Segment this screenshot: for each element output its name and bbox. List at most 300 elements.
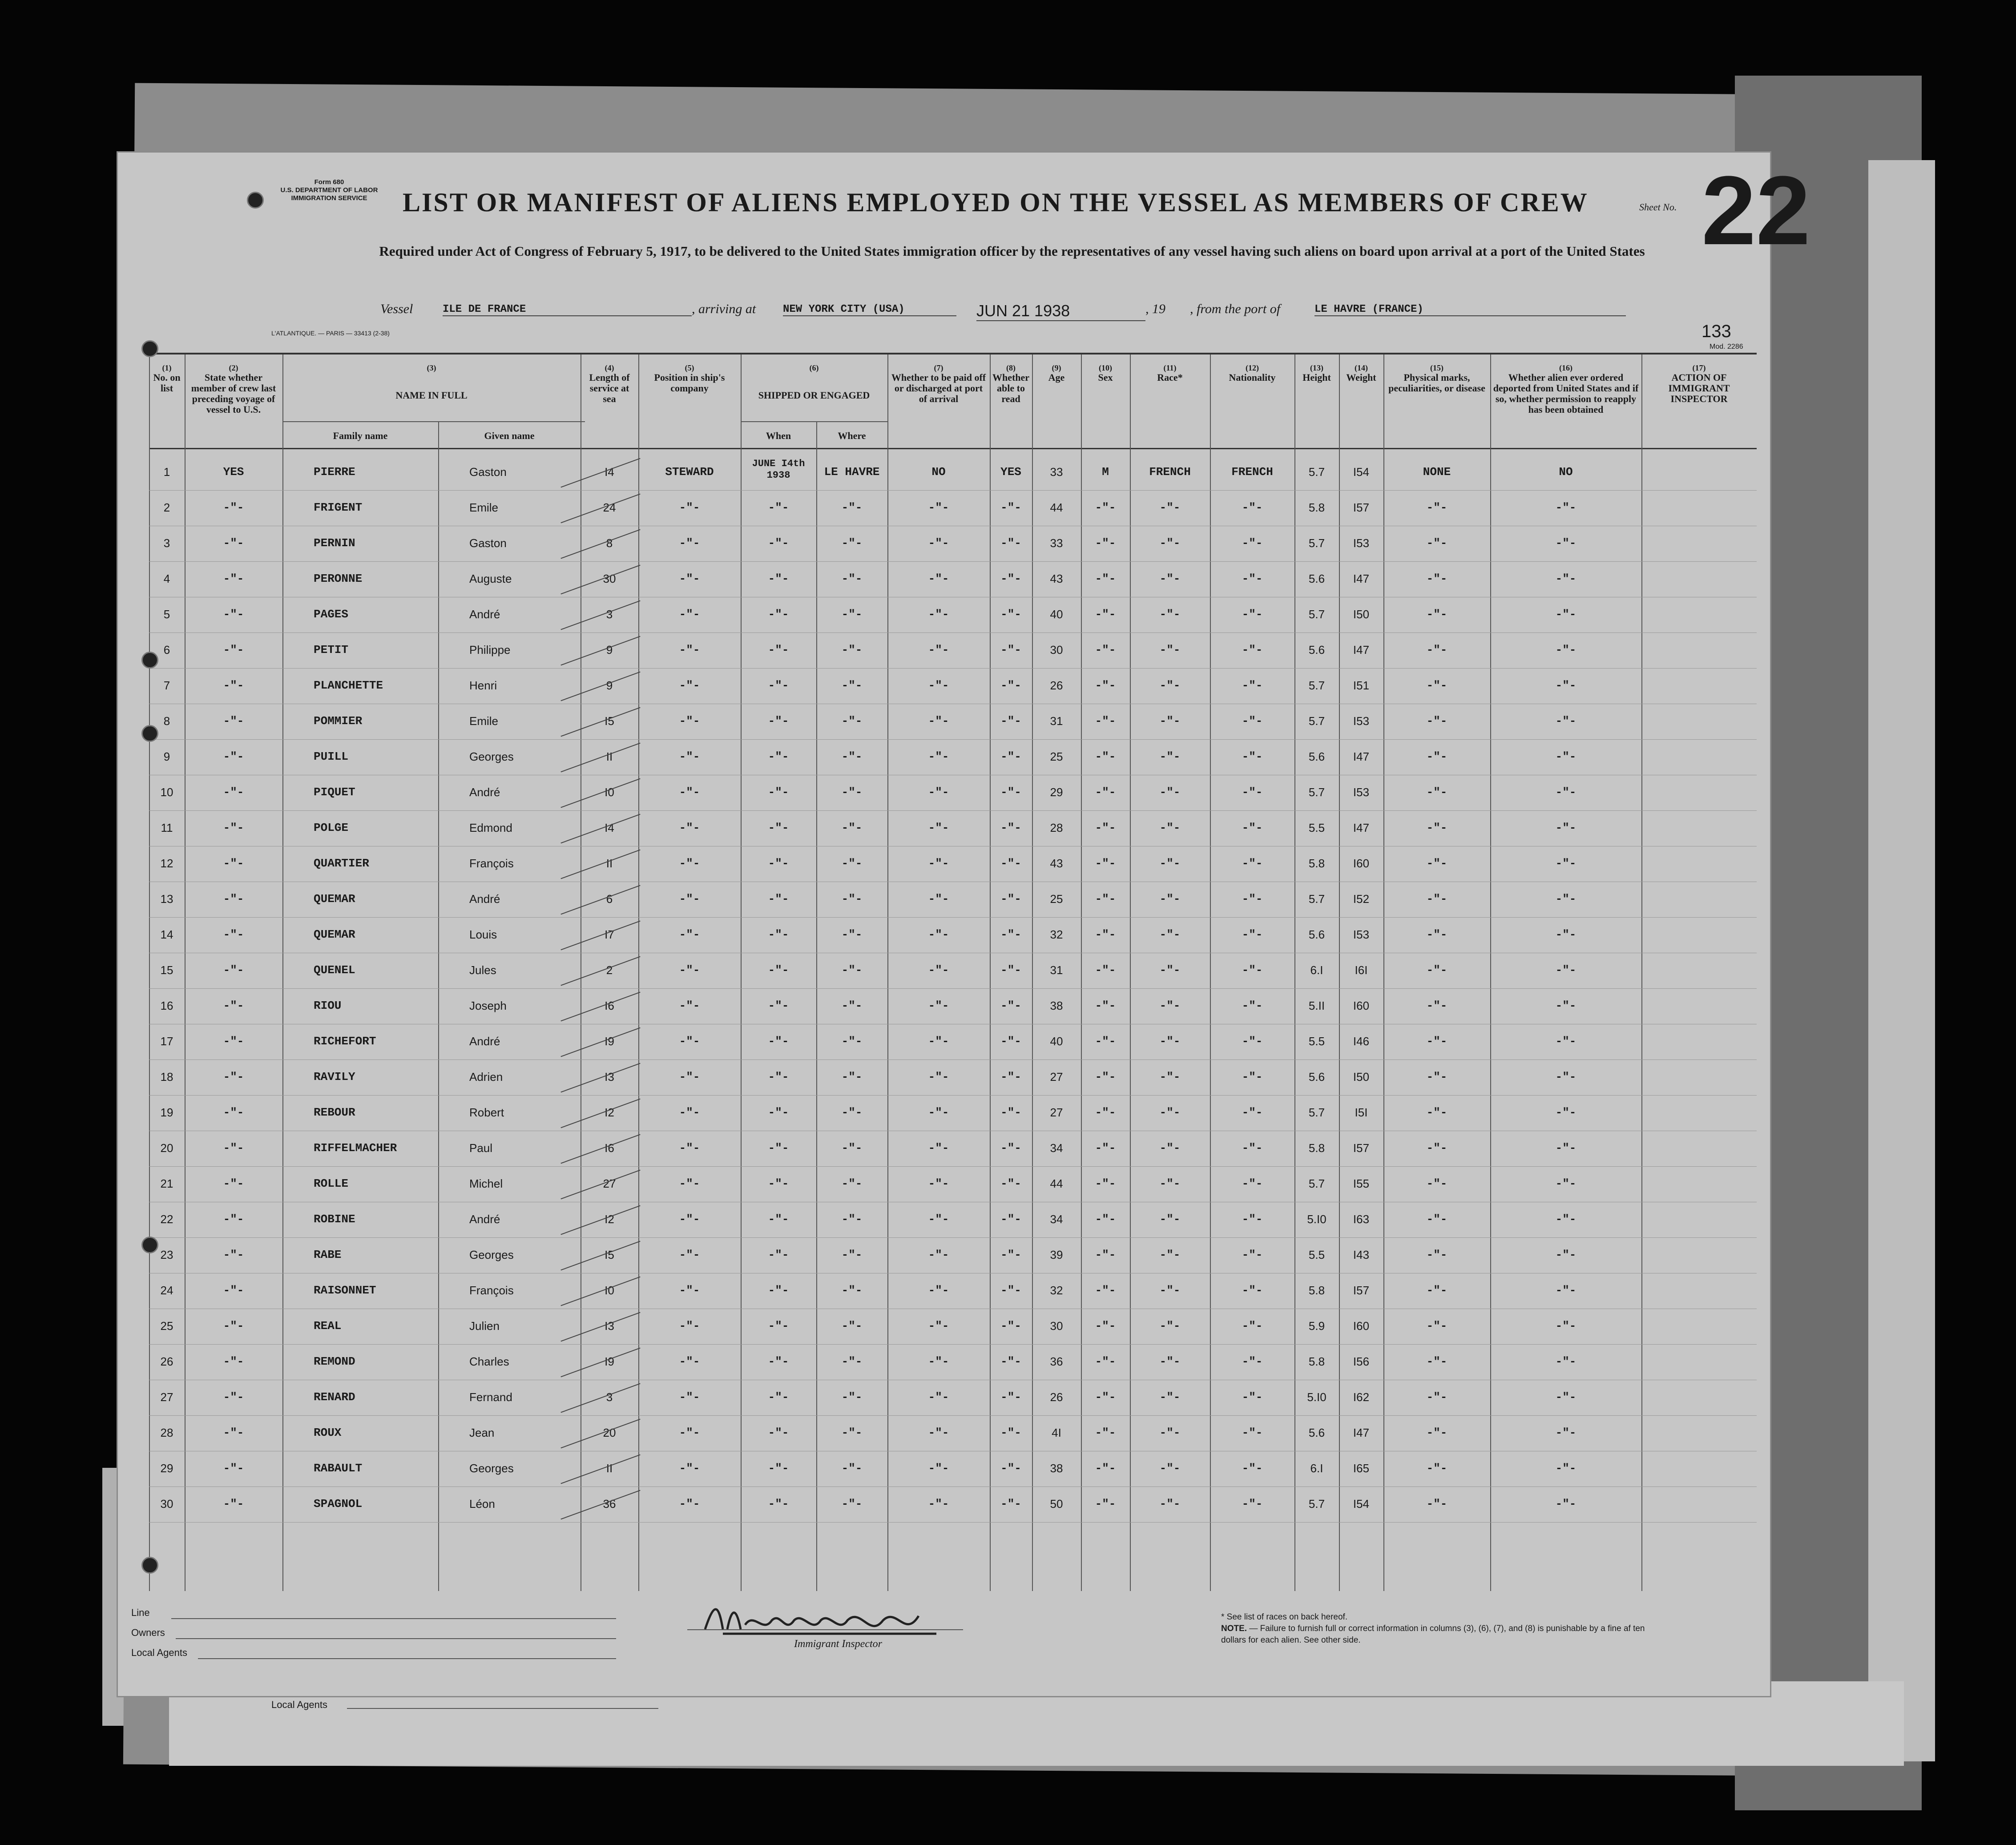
shipped-when-cell: -"-	[768, 1319, 789, 1333]
nationality-cell: -"-	[1242, 786, 1263, 799]
paid-off-cell: -"-	[928, 1106, 949, 1119]
line-number: 26	[160, 1355, 173, 1368]
column-number: (4)	[605, 363, 614, 372]
column-header-c11: Race*	[1157, 372, 1183, 383]
sex-cell: -"-	[1095, 1035, 1116, 1048]
paid-off-cell: -"-	[928, 643, 949, 657]
table-row	[149, 1380, 1757, 1416]
able-to-read-cell: -"-	[1000, 501, 1021, 514]
height-cell: 6.I	[1310, 1462, 1323, 1475]
shipped-where-cell: -"-	[841, 501, 863, 514]
able-to-read-cell: -"-	[1000, 928, 1021, 941]
deported-cell: -"-	[1555, 608, 1577, 621]
age-cell: 32	[1050, 928, 1063, 941]
owners-field	[176, 1638, 616, 1639]
height-cell: 5.5	[1308, 1035, 1325, 1048]
service-length-cell: 30	[603, 572, 616, 585]
deported-cell: -"-	[1555, 1390, 1577, 1404]
height-cell: 5.5	[1308, 1248, 1325, 1261]
family-name-cell: SPAGNOL	[314, 1497, 363, 1511]
table-row	[149, 1202, 1757, 1238]
column-number: (15)	[1430, 363, 1443, 372]
shipped-where-cell: -"-	[841, 1106, 863, 1119]
race-cell: -"-	[1159, 1426, 1181, 1439]
line-number: 27	[160, 1390, 173, 1404]
deported-cell: -"-	[1555, 1497, 1577, 1511]
table-row	[149, 597, 1757, 633]
column-number: (13)	[1310, 363, 1323, 372]
nationality-cell: -"-	[1242, 750, 1263, 763]
prev-voyage-cell: -"-	[223, 1319, 244, 1333]
race-cell: -"-	[1159, 1284, 1181, 1297]
family-name-cell: ROUX	[314, 1426, 342, 1439]
height-cell: 5.5	[1308, 821, 1325, 834]
given-name-cell: André	[469, 608, 500, 621]
race-cell: -"-	[1159, 1355, 1181, 1368]
physical-marks-cell: -"-	[1426, 1070, 1447, 1084]
given-name-cell: Emile	[469, 501, 499, 514]
race-cell: -"-	[1159, 1141, 1181, 1155]
prev-voyage-cell: YES	[223, 465, 244, 479]
shipped-when-cell: -"-	[768, 892, 789, 906]
prev-voyage-cell: -"-	[223, 679, 244, 692]
able-to-read-cell: -"-	[1000, 1284, 1021, 1297]
physical-marks-cell: -"-	[1426, 536, 1447, 550]
physical-marks-cell: -"-	[1426, 821, 1447, 834]
nationality-cell: -"-	[1242, 892, 1263, 906]
shipped-when-cell: -"-	[768, 714, 789, 728]
table-row	[149, 1237, 1757, 1273]
race-note: * See list of races on back hereof.	[1221, 1612, 1348, 1622]
sex-cell: -"-	[1095, 892, 1116, 906]
prev-voyage-cell: -"-	[223, 1462, 244, 1475]
shipped-where-cell: -"-	[841, 1070, 863, 1084]
given-name-cell: Georges	[469, 750, 514, 763]
given-name-cell: Adrien	[469, 1070, 503, 1084]
position-cell: -"-	[679, 1319, 700, 1333]
nationality-cell: -"-	[1242, 1106, 1263, 1119]
age-cell: 28	[1050, 821, 1063, 834]
shipped-when-cell: JUNE I4th 1938	[752, 458, 805, 481]
service-length-cell: II	[606, 857, 613, 870]
line-number: 30	[160, 1497, 173, 1511]
deported-cell: -"-	[1555, 1426, 1577, 1439]
shipped-when-cell: -"-	[768, 536, 789, 550]
service-length-cell: I0	[605, 1284, 614, 1297]
height-cell: 5.6	[1308, 928, 1325, 941]
race-cell: FRENCH	[1149, 465, 1191, 479]
line-number: 29	[160, 1462, 173, 1475]
family-name-cell: RIOU	[314, 999, 342, 1012]
able-to-read-cell: -"-	[1000, 643, 1021, 657]
family-name-cell: POMMIER	[314, 714, 363, 728]
race-cell: -"-	[1159, 1035, 1181, 1048]
given-name-cell: Charles	[469, 1355, 509, 1368]
race-cell: -"-	[1159, 999, 1181, 1012]
physical-marks-cell: -"-	[1426, 857, 1447, 870]
age-cell: 31	[1050, 963, 1063, 977]
shipped-where-cell: -"-	[841, 679, 863, 692]
family-name-cell: PERONNE	[314, 572, 363, 585]
prev-voyage-cell: -"-	[223, 1070, 244, 1084]
deported-cell: -"-	[1555, 750, 1577, 763]
paid-off-cell: -"-	[928, 786, 949, 799]
department: U.S. DEPARTMENT OF LABOR	[280, 186, 378, 194]
column-number: (11)	[1163, 363, 1177, 372]
table-row	[149, 846, 1757, 882]
punch-hole	[141, 725, 158, 742]
service-length-cell: 3	[606, 1390, 613, 1404]
sex-cell: -"-	[1095, 643, 1116, 657]
nationality-cell: -"-	[1242, 1141, 1263, 1155]
background-sheet	[1868, 160, 1935, 1761]
shipped-when-cell: -"-	[768, 1390, 789, 1404]
shipped-when-cell: -"-	[768, 1106, 789, 1119]
family-name-cell: RICHEFORT	[314, 1035, 376, 1048]
shipped-when-cell: -"-	[768, 999, 789, 1012]
able-to-read-cell: -"-	[1000, 1426, 1021, 1439]
height-cell: 5.7	[1308, 892, 1325, 906]
table-row	[149, 1024, 1757, 1060]
deported-cell: -"-	[1555, 679, 1577, 692]
printer-mark: L'ATLANTIQUE. — PARIS — 33413 (2-38)	[271, 330, 390, 337]
physical-marks-cell: -"-	[1426, 643, 1447, 657]
age-cell: 38	[1050, 999, 1063, 1012]
prev-voyage-cell: -"-	[223, 1248, 244, 1261]
column-header-c7: Whether to be paid off or discharged at port of arrival	[891, 372, 986, 404]
paid-off-cell: -"-	[928, 1319, 949, 1333]
column-number: (1)	[162, 363, 172, 372]
column-header-c9: Age	[1048, 372, 1065, 383]
column-header-c17: ACTION OF IMMIGRANT INSPECTOR	[1668, 372, 1730, 404]
physical-marks-cell: -"-	[1426, 1284, 1447, 1297]
age-cell: 34	[1050, 1141, 1063, 1155]
race-cell: -"-	[1159, 501, 1181, 514]
nationality-cell: -"-	[1242, 999, 1263, 1012]
position-cell: -"-	[679, 1284, 700, 1297]
column-header-c14: Weight	[1346, 372, 1376, 383]
given-name-cell: François	[469, 857, 514, 870]
service-length-cell: 3	[606, 608, 613, 621]
physical-marks-cell: -"-	[1426, 1319, 1447, 1333]
deported-cell: -"-	[1555, 1248, 1577, 1261]
deported-cell: -"-	[1555, 643, 1577, 657]
owners-label: Owners	[131, 1627, 165, 1638]
weight-cell: I46	[1353, 1035, 1370, 1048]
height-cell: 5.7	[1308, 1106, 1325, 1119]
race-cell: -"-	[1159, 1213, 1181, 1226]
weight-cell: I6I	[1355, 963, 1368, 977]
family-name-cell: PAGES	[314, 608, 349, 621]
weight-cell: I47	[1353, 572, 1370, 585]
physical-marks-cell: -"-	[1426, 608, 1447, 621]
family-name-cell: REAL	[314, 1319, 342, 1333]
weight-cell: I47	[1353, 821, 1370, 834]
weight-cell: I53	[1353, 928, 1370, 941]
column-number: (5)	[685, 363, 694, 372]
shipped-where-cell: -"-	[841, 1497, 863, 1511]
prev-voyage-cell: -"-	[223, 821, 244, 834]
sex-cell: -"-	[1095, 501, 1116, 514]
race-cell: -"-	[1159, 572, 1181, 585]
local-agents-lower-line	[347, 1708, 658, 1709]
line-number: 7	[163, 679, 170, 692]
inspector-label: Immigrant Inspector	[794, 1638, 882, 1650]
nationality-cell: -"-	[1242, 1426, 1263, 1439]
line-number: 25	[160, 1319, 173, 1333]
shipped-where-cell: -"-	[841, 608, 863, 621]
punch-hole	[141, 652, 158, 669]
race-cell: -"-	[1159, 786, 1181, 799]
age-cell: 44	[1050, 501, 1063, 514]
family-name-cell: PIQUET	[314, 786, 355, 799]
table-row	[149, 632, 1757, 669]
sex-cell: -"-	[1095, 1070, 1116, 1084]
physical-marks-cell: -"-	[1426, 1462, 1447, 1475]
given-name-cell: François	[469, 1284, 514, 1297]
physical-marks-cell: -"-	[1426, 1390, 1447, 1404]
paid-off-cell: -"-	[928, 1141, 949, 1155]
age-cell: 33	[1050, 536, 1063, 550]
service-length-cell: I3	[605, 1319, 614, 1333]
sex-cell: -"-	[1095, 1284, 1116, 1297]
given-name-cell: Julien	[469, 1319, 500, 1333]
nationality-cell: -"-	[1242, 1462, 1263, 1475]
column-number: (6)	[809, 363, 819, 372]
able-to-read-cell: -"-	[1000, 1497, 1021, 1511]
physical-marks-cell: -"-	[1426, 1141, 1447, 1155]
form-note	[1221, 1611, 1666, 1646]
sex-cell: -"-	[1095, 1355, 1116, 1368]
sex-cell: -"-	[1095, 679, 1116, 692]
line-number: 18	[160, 1070, 173, 1084]
table-row	[149, 988, 1757, 1024]
race-cell: -"-	[1159, 1497, 1181, 1511]
family-name-cell: PLANCHETTE	[314, 679, 383, 692]
service-length-cell: I4	[605, 465, 614, 479]
height-cell: 5.7	[1308, 1177, 1325, 1190]
paid-off-cell: -"-	[928, 1355, 949, 1368]
column-header-c5: Position in ship's company	[654, 372, 725, 394]
shipped-where-cell: -"-	[841, 928, 863, 941]
shipped-header-divider	[741, 421, 887, 422]
sub-header-c3a: Family name	[333, 430, 388, 441]
column-number: (14)	[1355, 363, 1368, 372]
service-length-cell: I0	[605, 786, 614, 799]
form-id-block	[274, 178, 385, 202]
shipped-where-cell: -"-	[841, 1462, 863, 1475]
table-row	[149, 810, 1757, 846]
able-to-read-cell: -"-	[1000, 1319, 1021, 1333]
age-cell: 30	[1050, 1319, 1063, 1333]
able-to-read-cell: -"-	[1000, 1177, 1021, 1190]
height-cell: 5.8	[1308, 1141, 1325, 1155]
height-cell: 5.6	[1308, 643, 1325, 657]
age-cell: 27	[1050, 1070, 1063, 1084]
shipped-where-cell: -"-	[841, 1426, 863, 1439]
given-name-cell: Edmond	[469, 821, 512, 834]
shipped-where-cell: -"-	[841, 643, 863, 657]
shipped-when-cell: -"-	[768, 1213, 789, 1226]
line-number: 11	[161, 821, 173, 834]
paid-off-cell: -"-	[928, 714, 949, 728]
paid-off-cell: -"-	[928, 1426, 949, 1439]
sex-cell: -"-	[1095, 821, 1116, 834]
physical-marks-cell: -"-	[1426, 679, 1447, 692]
shipped-where-cell: -"-	[841, 786, 863, 799]
nationality-cell: -"-	[1242, 963, 1263, 977]
column-header-c2: State whether member of crew last preceding voyage of vessel to U.S.	[191, 372, 276, 415]
position-cell: -"-	[679, 786, 700, 799]
deported-cell: -"-	[1555, 1355, 1577, 1368]
local-agents-lower-label: Local Agents	[271, 1699, 327, 1710]
family-name-cell: PERNIN	[314, 536, 355, 550]
sheet-number: 22	[1702, 156, 1810, 265]
given-name-cell: Philippe	[469, 643, 511, 657]
height-cell: 5.7	[1308, 465, 1325, 479]
deported-cell: -"-	[1555, 892, 1577, 906]
service-length-cell: 36	[603, 1497, 616, 1511]
line-number: 24	[160, 1284, 173, 1297]
line-number: 10	[160, 786, 173, 799]
able-to-read-cell: -"-	[1000, 679, 1021, 692]
shipped-where-cell: -"-	[841, 1177, 863, 1190]
shipped-when-cell: -"-	[768, 1248, 789, 1261]
deported-cell: -"-	[1555, 572, 1577, 585]
position-cell: -"-	[679, 608, 700, 621]
race-cell: -"-	[1159, 1319, 1181, 1333]
line-number: 22	[160, 1213, 173, 1226]
nationality-cell: -"-	[1242, 714, 1263, 728]
vessel-line	[380, 302, 1759, 324]
local-agents-label: Local Agents	[131, 1647, 187, 1658]
local-agents-field	[198, 1658, 616, 1659]
line-number: 16	[160, 999, 173, 1012]
shipped-when-cell: -"-	[768, 928, 789, 941]
age-cell: 29	[1050, 786, 1063, 799]
paid-off-cell: -"-	[928, 1284, 949, 1297]
deported-cell: -"-	[1555, 1141, 1577, 1155]
service-length-cell: 27	[603, 1177, 616, 1190]
race-cell: -"-	[1159, 714, 1181, 728]
family-name-cell: PIERRE	[314, 465, 355, 479]
paid-off-cell: -"-	[928, 1213, 949, 1226]
paid-off-cell: -"-	[928, 1248, 949, 1261]
sex-cell: -"-	[1095, 786, 1116, 799]
deported-cell: -"-	[1555, 999, 1577, 1012]
page-title: LIST OR MANIFEST OF ALIENS EMPLOYED ON THE VESSEL AS MEMBERS OF CREW	[403, 188, 1589, 217]
line-number: 12	[160, 857, 173, 870]
table-row	[149, 953, 1757, 989]
race-cell: -"-	[1159, 857, 1181, 870]
nationality-cell: -"-	[1242, 608, 1263, 621]
family-name-cell: QUENEL	[314, 963, 355, 977]
line-number: 13	[160, 892, 173, 906]
paid-off-cell: -"-	[928, 1177, 949, 1190]
family-name-cell: PUILL	[314, 750, 349, 763]
able-to-read-cell: -"-	[1000, 857, 1021, 870]
height-cell: 5.I0	[1307, 1390, 1327, 1404]
physical-marks-cell: -"-	[1426, 1355, 1447, 1368]
paid-off-cell: -"-	[928, 963, 949, 977]
sex-cell: -"-	[1095, 1248, 1116, 1261]
physical-marks-cell: NONE	[1423, 465, 1451, 479]
paid-off-cell: -"-	[928, 1497, 949, 1511]
column-header-c4: Length of service at sea	[589, 372, 630, 404]
table-row	[149, 1309, 1757, 1345]
sex-cell: -"-	[1095, 1141, 1116, 1155]
height-cell: 5.7	[1308, 536, 1325, 550]
form-number: Form 680	[314, 178, 344, 186]
able-to-read-cell: -"-	[1000, 1390, 1021, 1404]
sex-cell: -"-	[1095, 714, 1116, 728]
punch-hole	[141, 1557, 158, 1574]
line-number: 17	[160, 1035, 173, 1048]
column-number: (3)	[427, 363, 436, 372]
shipped-when-cell: -"-	[768, 821, 789, 834]
line-number: 8	[163, 714, 170, 728]
given-name-cell: Jean	[469, 1426, 495, 1439]
position-cell: -"-	[679, 1213, 700, 1226]
paid-off-cell: -"-	[928, 999, 949, 1012]
shipped-when-cell: -"-	[768, 1141, 789, 1155]
able-to-read-cell: -"-	[1000, 608, 1021, 621]
position-cell: -"-	[679, 892, 700, 906]
physical-marks-cell: -"-	[1426, 1213, 1447, 1226]
arrival-port: NEW YORK CITY (USA)	[783, 303, 956, 316]
table-row	[149, 1486, 1757, 1523]
height-cell: 5.7	[1308, 608, 1325, 621]
deported-cell: -"-	[1555, 536, 1577, 550]
table-row	[149, 775, 1757, 811]
prev-voyage-cell: -"-	[223, 536, 244, 550]
vessel-label: Vessel	[380, 302, 413, 316]
column-number: (9)	[1052, 363, 1061, 372]
age-cell: 30	[1050, 643, 1063, 657]
table-row	[149, 882, 1757, 918]
paid-off-cell: -"-	[928, 928, 949, 941]
table-row	[149, 1273, 1757, 1309]
service-length-cell: 20	[603, 1426, 616, 1439]
table-row	[149, 917, 1757, 953]
given-name-cell: Jules	[469, 963, 496, 977]
deported-cell: NO	[1559, 465, 1573, 479]
given-name-cell: Michel	[469, 1177, 503, 1190]
nationality-cell: -"-	[1242, 1497, 1263, 1511]
shipped-where-cell: LE HAVRE	[824, 465, 880, 479]
paid-off-cell: -"-	[928, 536, 949, 550]
height-cell: 5.8	[1308, 501, 1325, 514]
table-row	[149, 739, 1757, 775]
paid-off-cell: NO	[931, 465, 946, 479]
physical-marks-cell: -"-	[1426, 750, 1447, 763]
race-cell: -"-	[1159, 963, 1181, 977]
table-row	[149, 704, 1757, 740]
position-cell: -"-	[679, 1426, 700, 1439]
header-divider	[149, 448, 1757, 449]
prev-voyage-cell: -"-	[223, 892, 244, 906]
nationality-cell: FRENCH	[1231, 465, 1273, 479]
position-cell: -"-	[679, 999, 700, 1012]
position-cell: -"-	[679, 928, 700, 941]
family-name-cell: RAISONNET	[314, 1284, 376, 1297]
able-to-read-cell: -"-	[1000, 1070, 1021, 1084]
prev-voyage-cell: -"-	[223, 1390, 244, 1404]
prev-voyage-cell: -"-	[223, 643, 244, 657]
shipped-where-cell: -"-	[841, 750, 863, 763]
sex-cell: -"-	[1095, 1213, 1116, 1226]
weight-cell: I53	[1353, 714, 1370, 728]
